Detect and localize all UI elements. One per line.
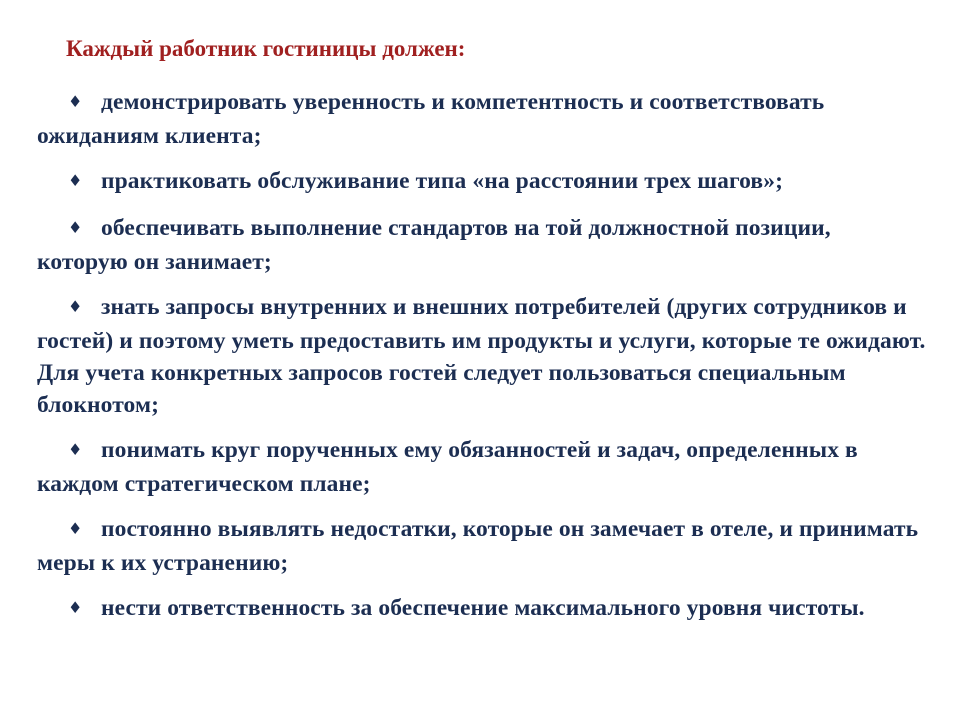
list-item-text: понимать круг порученных ему обязанностей и задач, определенных в каждом стратегическом плане; <box>37 437 858 497</box>
list-item-text: демонстрировать уверенность и компетентность и соответствовать ожиданиям клиента; <box>37 89 825 149</box>
diamond-bullet-icon: ♦ <box>68 92 83 111</box>
list-item <box>37 86 926 152</box>
list-item <box>37 513 926 579</box>
diamond-bullet-icon: ♦ <box>68 171 83 190</box>
diamond-bullet-icon: ♦ <box>68 440 83 459</box>
list-item <box>37 165 926 199</box>
list-item-text: нести ответственность за обеспечение максимального уровня чистоты. <box>101 595 865 621</box>
diamond-bullet-icon: ♦ <box>68 218 83 237</box>
diamond-bullet-icon: ♦ <box>68 519 83 538</box>
list-item <box>37 592 926 626</box>
list-item <box>37 212 926 278</box>
diamond-bullet-icon: ♦ <box>68 598 83 617</box>
list-item-text: обеспечивать выполнение стандартов на той должностной позиции, которую он занимает; <box>37 215 831 275</box>
list-item <box>37 434 926 500</box>
slide-title: Каждый работник гостиницы должен: <box>66 36 466 61</box>
list-item-text: постоянно выявлять недостатки, которые он замечает в отеле, и принимать меры к их устранению; <box>37 516 919 576</box>
list-item-text: практиковать обслуживание типа «на расстоянии трех шагов»; <box>101 168 783 194</box>
duties-list <box>37 86 926 626</box>
list-item <box>37 291 926 421</box>
diamond-bullet-icon: ♦ <box>68 297 83 316</box>
list-item-text: знать запросы внутренних и внешних потребителей (других сотрудников и гостей) и поэтому уметь предоставить им продукты и услуги, которые те ожидают. Для учета конкретных запросов гостей следует пользоваться специальным блокнотом; <box>37 294 926 418</box>
